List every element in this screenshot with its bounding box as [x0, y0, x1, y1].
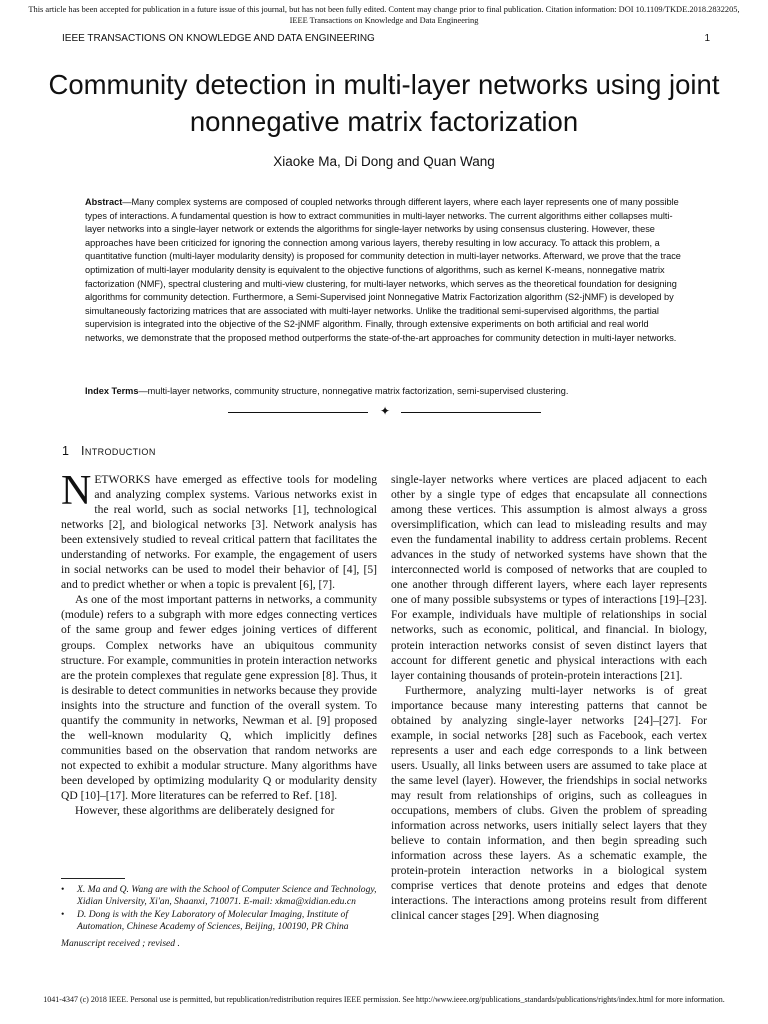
page-number: 1 — [704, 33, 710, 44]
intro-paragraph-4: single-layer networks where vertices are placed adjacent to each other by a single type of edges that encapsulate all connections among these vertices. This assumption is almost always a gross oversimplification, which can lead to misleading results and may even the fundamental inability to address certain problems. Recent advances in the study of networked systems have shown that the interconnected world is composed of networks that are coupled to one another through different layers, where each layer represents one of many possible subsystems or types of interactions [19]–[23]. For example, individuals have multiple of relationships in social networks, such as economic, political, and financial. In biology, protein interaction networks consist of seven distinct layers that account for different genetic and physical interactions with each layer containing thousands of protein-protein interactions [21]. — [391, 473, 707, 682]
footnotes — [61, 884, 377, 950]
copyright-notice-top: This article has been accepted for publication in a future issue of this journal, but has not been fully edited. Content may change prior to final publication. Citation information: DOI 10.1109/TKDE.2018.2832205, IEEE Transactions on Knowledge and Data Engineering — [28, 5, 740, 25]
paper-title: Community detection in multi-layer networks using joint nonnegative matrix factorization — [48, 69, 720, 137]
separator-star-icon: ✦ — [379, 404, 391, 418]
copyright-notice-bottom: 1041-4347 (c) 2018 IEEE. Personal use is permitted, but republication/redistribution requires IEEE permission. See http://www.ieee.org/publications_standards/publications/rights/index.html for more information. — [43, 995, 725, 1004]
intro-paragraph-2: As one of the most important patterns in networks, a community (module) refers to a subgraph with more edges connecting vertices of the same group and fewer edges joining vertices of different groups. Complex networks have an ubiquitous community structure. For example, communities in protein interaction networks are the protein complexes that regulate gene expression [8]. Thus, it is desirable to detect communities in networks because they provide insights into the structure and function of the overall system. To quantify the community in networks, Newman et al. [9] proposed the well-known modularity Q, which implicitly defines communities based on the observation that random networks are not expected to exhibit a modular structure. Many algorithms have been developed by optimizing modularity Q or modularity density QD [10]–[17]. More literatures can be referred to Ref. [18]. — [61, 593, 377, 802]
abstract-label: Abstract — [85, 197, 123, 207]
section-number: 1 — [62, 444, 69, 458]
footnote-affiliation-2: • D. Dong is with the Key Laboratory of Molecular Imaging, Institute of Automation, Chinese Academy of Sciences, Beijing, 100190, PR China — [61, 909, 349, 932]
footnote-affiliation-1: • X. Ma and Q. Wang are with the School of Computer Science and Technology, Xidian University, Xi'an, Shaanxi, 710071. E-mail: xkma@xidian.edu.cn — [61, 884, 377, 907]
section-separator — [228, 405, 541, 419]
index-terms-label: Index Terms — [85, 386, 139, 396]
running-header — [62, 33, 710, 44]
separator-line-right — [401, 412, 541, 413]
left-column — [61, 468, 377, 818]
section-title: Introduction — [80, 444, 156, 458]
abstract — [85, 196, 683, 346]
intro-paragraph-5: Furthermore, analyzing multi-layer networks is of great importance because many interesting patterns that cannot be obtained by analyzing single-layer networks [24]–[27]. For example, in social networks [28] such as Facebook, each vertex represents a user and each edge corresponds to a link between users. Usually, all links between users are assumed to take place at the same level (layer). However, the friendships in social networks may result from relationships of origins, such as colleagues in occupations, members of clubs. Given the problem of spreading information across networks, users initially select layers that they believe to contain information, and then begin spreading such information across these layers. As a schematic example, the protein-protein interaction networks in a biological system comprise vertices that denote proteins and edges that denote interactions. The interactions among proteins result from different clinical cancer stages [29]. When diagnosing — [391, 683, 707, 923]
lead-word: ETWORKS — [94, 473, 151, 486]
bullet-icon: • — [61, 884, 65, 895]
right-column — [391, 472, 707, 923]
intro-paragraph-3: However, these algorithms are deliberately designed for — [75, 804, 335, 818]
abstract-text: —Many complex systems are composed of coupled networks through different layers, where each layer represents one of many possible types of interactions. A fundamental question is how to extract communities in multi-layer networks. The current algorithms either collapses multi-layer networks into a single-layer network or extends the algorithms for single-layer networks by using consensus clustering. However, these approaches have been criticized for ignoring the connection among various layers, thereby resulting in low accuracy. To attack this problem, a quantitative function (multi-layer modularity density) is proposed for community detection in multi-layer networks. Afterward, we prove that the trace optimization of multi-layer modularity density is equivalent to the objective functions of algorithms, such as kernel K-means, nonnegative matrix factorization (NMF), spectral clustering and multi-view clustering, for multi-layer networks, which serves as the theoretical foundation for designing algorithms for community detection. Furthermore, a Semi-Supervised joint Nonnegative Matrix Factorization algorithm (S2-jNMF) is developed by simultaneously factorizing matrices that are associated with multi-layer networks. Unlike the traditional semi-supervised algorithms, the partial supervision is integrated into the objective of the S2-jNMF algorithm. Finally, through extensive experiments on both artificial and real world networks, we demonstrate that the proposed method outperforms the state-of-the-art approaches for community detection in multi-layer networks. — [85, 197, 681, 343]
separator-line-left — [228, 412, 368, 413]
index-terms-text: —multi-layer networks, community structure, nonnegative matrix factorization, semi-supervised clustering. — [138, 386, 569, 396]
drop-cap: N — [61, 468, 92, 514]
journal-name: IEEE TRANSACTIONS ON KNOWLEDGE AND DATA ENGINEERING — [62, 33, 375, 44]
section-heading — [62, 444, 156, 458]
author-list: Xiaoke Ma, Di Dong and Quan Wang — [273, 154, 495, 169]
bullet-icon: • — [61, 909, 65, 921]
manuscript-dates: Manuscript received ; revised . — [61, 938, 180, 950]
index-terms — [85, 385, 683, 399]
footnote-rule — [61, 878, 125, 879]
intro-paragraph-1: NETWORKS have emerged as effective tools for modeling and analyzing complex systems. Various networks exist in the real world, such as social networks [1], technological networks [2], and biological networks [3]. Network analysis has been extensively studied to reveal critical pattern that facilitates the understanding of networks. For example, the engagement of users in social networks can be used to model their behavior of [4], [5] and to predict whether or when a topic is prevalent [6], [7]. — [61, 468, 377, 592]
